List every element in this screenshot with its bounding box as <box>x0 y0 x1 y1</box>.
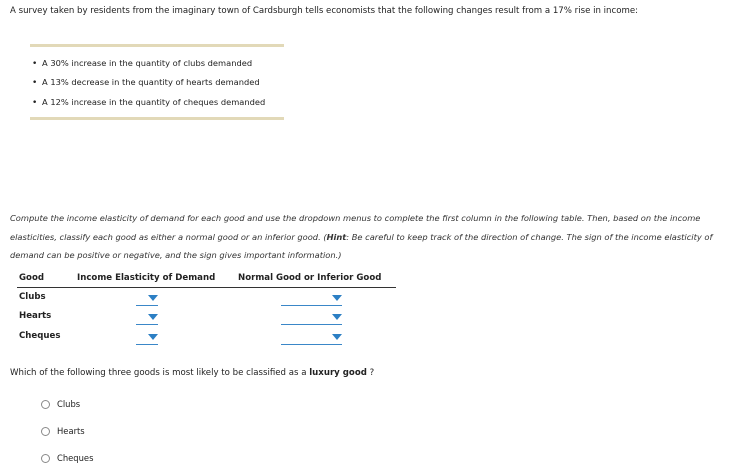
cheques-elasticity-dropdown[interactable] <box>136 329 158 345</box>
hearts-type-dropdown[interactable] <box>281 309 342 325</box>
bullet-text: A 12% increase in the quantity of cheques demanded <box>42 97 266 107</box>
option-label: Clubs <box>57 399 81 409</box>
triangle-down-icon <box>148 295 158 301</box>
option-label: Cheques <box>57 453 94 463</box>
radio-circle-icon[interactable] <box>41 400 50 409</box>
bullet-item <box>32 58 252 70</box>
triangle-down-icon <box>332 314 342 320</box>
header-divider <box>17 287 396 288</box>
bullet-item <box>32 77 260 89</box>
option-label: Hearts <box>57 426 85 436</box>
question-suffix: ? <box>366 368 375 378</box>
triangle-down-icon <box>148 334 158 340</box>
option-cheques[interactable] <box>41 453 93 463</box>
triangle-down-icon <box>332 295 342 301</box>
question-emphasis: luxury good <box>309 368 367 378</box>
instructions-part2: : Be careful to keep track of the direction of change. The sign of the income elasticity of demand can be positive or negative, and the sign gives important information.) <box>10 231 713 260</box>
question-prefix: Which of the following three goods is most likely to be classified as a <box>10 368 310 378</box>
header-elasticity: Income Elasticity of Demand <box>77 273 216 283</box>
box-bottom-rule <box>30 117 284 120</box>
luxury-question <box>10 368 374 378</box>
instructions-text <box>10 209 730 265</box>
instructions-part1: Compute the income elasticity of demand for each good and use the dropdown menus to complete the first column in the following table. Then, based on the income elasticities, classify each good as either a normal good or an inferior good. ( <box>10 213 701 242</box>
bullet-dot-icon: • <box>32 98 38 108</box>
box-top-rule <box>30 44 284 47</box>
row-label-hearts: Hearts <box>19 311 52 321</box>
header-good: Good <box>19 273 45 283</box>
clubs-elasticity-dropdown[interactable] <box>136 290 158 306</box>
bullet-dot-icon: • <box>32 59 38 69</box>
bullet-text: A 13% decrease in the quantity of hearts demanded <box>42 77 260 87</box>
bullet-text: A 30% increase in the quantity of clubs demanded <box>42 58 253 68</box>
header-classification: Normal Good or Inferior Good <box>238 273 382 283</box>
option-hearts[interactable] <box>41 426 85 436</box>
clubs-type-dropdown[interactable] <box>281 290 342 306</box>
row-label-cheques: Cheques <box>19 331 61 341</box>
intro-text: A survey taken by residents from the imaginary town of Cardsburgh tells economists that the following changes result from a 17% rise in income: <box>10 6 639 16</box>
bullet-dot-icon: • <box>32 78 38 88</box>
radio-circle-icon[interactable] <box>41 427 50 436</box>
bullet-item <box>32 97 265 109</box>
row-label-clubs: Clubs <box>19 292 46 302</box>
changes-box <box>30 44 284 120</box>
cheques-type-dropdown[interactable] <box>281 329 342 345</box>
triangle-down-icon <box>332 334 342 340</box>
hearts-elasticity-dropdown[interactable] <box>136 309 158 325</box>
radio-circle-icon[interactable] <box>41 454 50 463</box>
hint-label: Hint <box>326 231 347 242</box>
triangle-down-icon <box>148 314 158 320</box>
option-clubs[interactable] <box>41 399 80 409</box>
